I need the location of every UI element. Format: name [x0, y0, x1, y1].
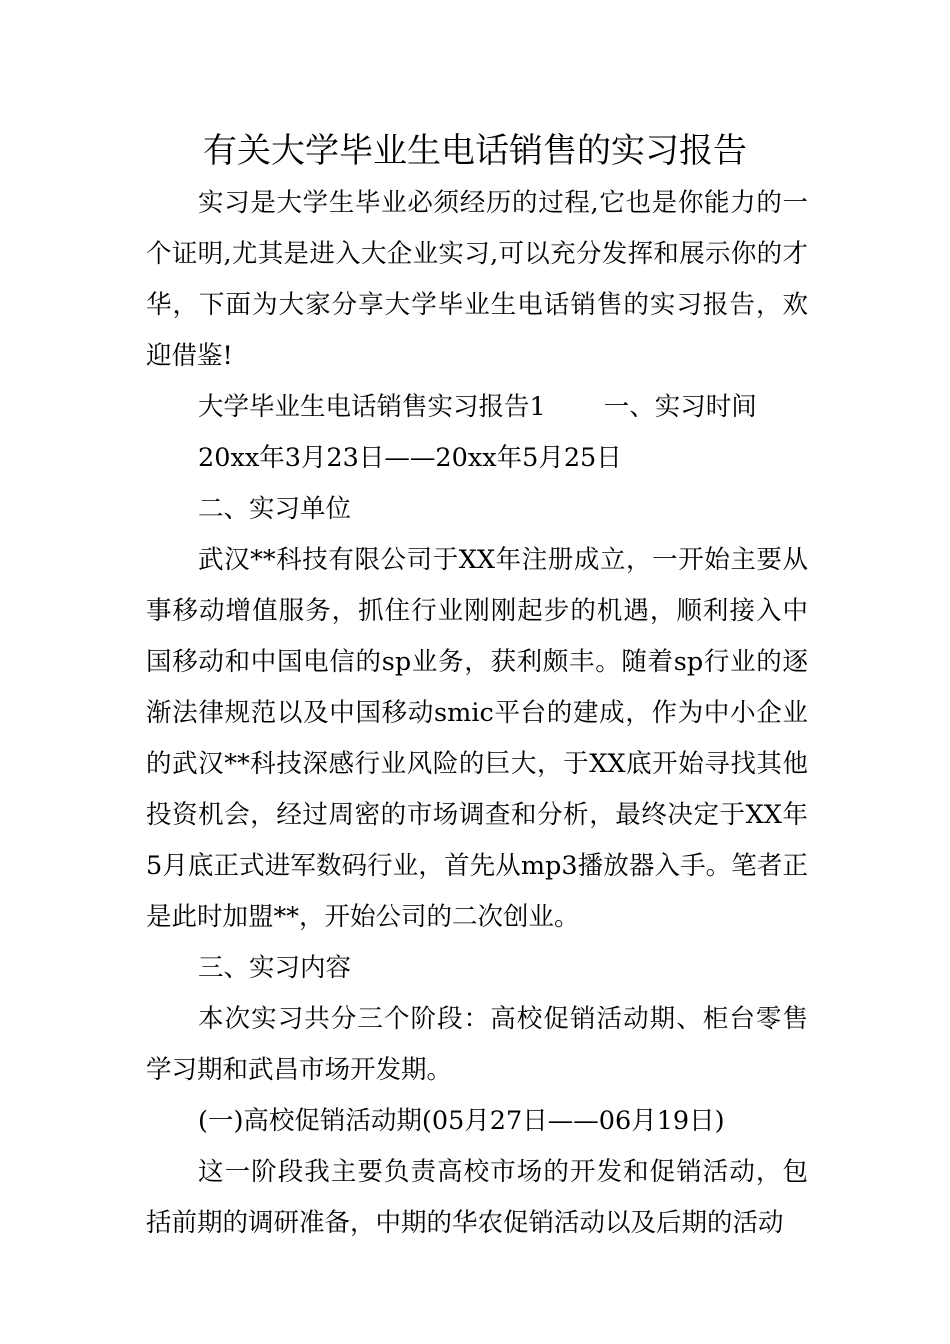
phases-paragraph: 本次实习共分三个阶段：高校促销活动期、柜台零售学习期和武昌市场开发期。 [146, 1004, 808, 1085]
phase-one-paragraph: 这一阶段我主要负责高校市场的开发和促销活动，包括前期的调研准备，中期的华农促销活动以及后期的活动 [146, 1157, 808, 1238]
report-heading-line [146, 382, 808, 433]
report-title: 大学毕业生电话销售实习报告1 [198, 392, 546, 422]
document-title: 有关大学毕业生电话销售的实习报告 [203, 131, 747, 171]
phase-one-heading: (一)高校促销活动期(05月27日——06月19日) [198, 1106, 725, 1136]
internship-dates: 20xx年3月23日——20xx年5月25日 [198, 443, 622, 473]
section-heading-time: 一、实习时间 [603, 392, 757, 422]
section-heading-unit: 二、实习单位 [198, 494, 352, 524]
section-heading-content: 三、实习内容 [198, 953, 352, 983]
company-paragraph: 武汉**科技有限公司于XX年注册成立，一开始主要从事移动增值服务，抓住行业刚刚起步的机遇，顺利接入中国移动和中国电信的sp业务，获利颇丰。随着sp行业的逐渐法律规范以及中国移动smic平台的建成，作为中小企业的武汉**科技深感行业风险的巨大，于XX底开始寻找其他投资机会，经过周密的市场调查和分析，最终决定于XX年5月底正式进军数码行业，首先从mp3播放器入手。笔者正是此时加盟**，开始公司的二次创业。 [146, 545, 808, 932]
intro-paragraph: 实习是大学生毕业必须经历的过程,它也是你能力的一个证明,尤其是进入大企业实习,可以充分发挥和展示你的才华，下面为大家分享大学毕业生电话销售的实习报告，欢迎借鉴! [146, 188, 808, 371]
document-body [146, 178, 808, 1249]
